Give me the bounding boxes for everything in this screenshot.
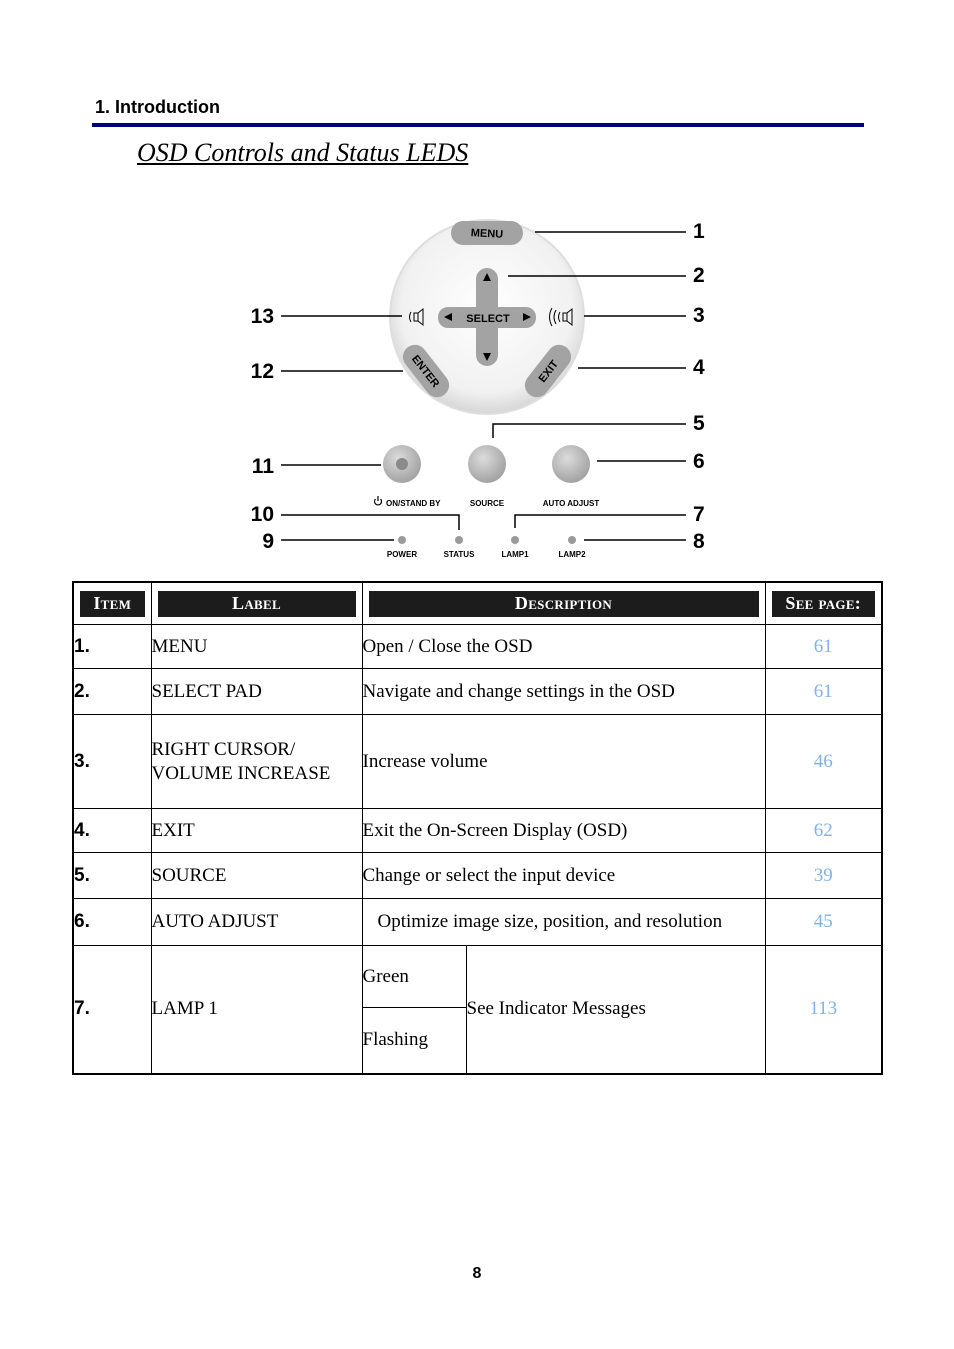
table-row (73, 809, 882, 853)
row-description: Increase volume (362, 715, 765, 809)
lamp2-led (568, 536, 576, 544)
callout-10: 10 (250, 503, 274, 526)
power-led-label: POWER (386, 550, 418, 559)
callout-11: 11 (251, 455, 274, 478)
exit-button-label: EXIT (536, 358, 562, 385)
select-button-label: SELECT (466, 313, 510, 325)
row-page-link[interactable]: 45 (765, 899, 882, 946)
callout-3: 3 (693, 304, 705, 327)
table-row (73, 946, 882, 1008)
row-item: 2. (73, 669, 151, 715)
row-label: SELECT PAD (151, 669, 362, 715)
header-description: Description (362, 582, 765, 625)
power-led (398, 536, 406, 544)
table-header-row (73, 582, 882, 625)
callout-6: 6 (693, 450, 705, 473)
items-table (72, 581, 883, 1075)
row-state-green: Green (362, 946, 466, 1008)
row-page-link[interactable]: 113 (765, 946, 882, 1074)
table-row (73, 853, 882, 899)
row-page-link[interactable]: 46 (765, 715, 882, 809)
callout-13: 13 (250, 305, 274, 328)
row-label: LAMP 1 (151, 946, 362, 1074)
power-button-led (396, 458, 408, 470)
row-description: Optimize image size, position, and resolution (362, 899, 765, 946)
table-row (73, 715, 882, 809)
row-label: MENU (151, 625, 362, 669)
row-description: Exit the On-Screen Display (OSD) (362, 809, 765, 853)
callout-8: 8 (693, 530, 705, 553)
header-label: Label (151, 582, 362, 625)
auto-adjust-label: AUTO ADJUST (542, 499, 600, 508)
callout-4: 4 (693, 356, 705, 379)
lamp1-led-label: LAMP1 (501, 550, 529, 559)
row-page-link[interactable]: 61 (765, 669, 882, 715)
status-led-label: STATUS (443, 550, 475, 559)
lamp1-led (511, 536, 519, 544)
table-row (73, 669, 882, 715)
enter-button-label: ENTER (409, 353, 442, 390)
row-page-link[interactable]: 61 (765, 625, 882, 669)
table-row (73, 899, 882, 946)
page-subtitle: OSD Controls and Status LEDS (137, 138, 469, 167)
section-heading: 1. Introduction (95, 97, 220, 117)
menu-button-label: MENU (470, 227, 504, 241)
row-label: EXIT (151, 809, 362, 853)
power-icon (374, 496, 381, 505)
row-description: Open / Close the OSD (362, 625, 765, 669)
callout-7: 7 (693, 503, 705, 526)
row-page-link[interactable]: 39 (765, 853, 882, 899)
page-number: 8 (472, 1265, 482, 1282)
header-see-page: See page: (765, 582, 882, 625)
row-item: 4. (73, 809, 151, 853)
callout-1: 1 (693, 220, 705, 243)
row-description: Change or select the input device (362, 853, 765, 899)
row-label: SOURCE (151, 853, 362, 899)
row-description: Navigate and change settings in the OSD (362, 669, 765, 715)
callout-12: 12 (250, 360, 274, 383)
callout-5: 5 (693, 412, 705, 435)
row-description: See Indicator Messages (466, 946, 765, 1074)
source-label: SOURCE (469, 499, 505, 508)
osd-control-diagram (0, 0, 954, 580)
row-item: 1. (73, 625, 151, 669)
auto-adjust-button[interactable] (552, 445, 590, 483)
row-item: 5. (73, 853, 151, 899)
callout-2: 2 (693, 264, 705, 287)
callout-9: 9 (262, 530, 274, 553)
row-item: 6. (73, 899, 151, 946)
status-led (455, 536, 463, 544)
table-row (73, 625, 882, 669)
row-label: RIGHT CURSOR/ VOLUME INCREASE (151, 715, 362, 809)
source-button[interactable] (468, 445, 506, 483)
header-item: Item (73, 582, 151, 625)
lamp2-led-label: LAMP2 (558, 550, 586, 559)
row-label: AUTO ADJUST (151, 899, 362, 946)
row-page-link[interactable]: 62 (765, 809, 882, 853)
on-standby-label: ON/STAND BY (386, 499, 441, 508)
row-state-flashing: Flashing (362, 1008, 466, 1074)
row-item: 3. (73, 715, 151, 809)
row-item: 7. (73, 946, 151, 1074)
